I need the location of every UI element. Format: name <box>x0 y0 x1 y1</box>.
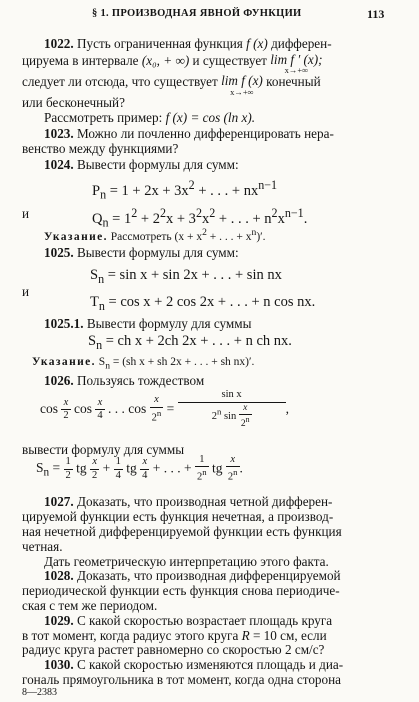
formula-Pn: $P_n = 1 + 2x + 3x^2$ + . . . + $nx^{n-1}$ <box>92 178 278 202</box>
problem-number: 1027. <box>44 494 74 510</box>
problem-1027-line3: ная нечетной дифференцируемой функции есть функция <box>22 524 342 540</box>
problem-number: 1028. <box>44 568 74 584</box>
conjunction: и <box>22 205 30 221</box>
problem-number: 1030. <box>44 657 74 673</box>
problem-1027-line5: Дать геометрическую интерпретацию этого факта. <box>44 553 329 569</box>
problem-number: 1025. <box>44 244 74 260</box>
identity-formula: cos $\frac{x}{2}$ cos $\frac{x}{4}$ . . . cos $\frac{x}{2^n}$ = sin x 2$^n$ sin $\frac{x}{2^n}$ , <box>40 388 289 430</box>
problem-1022-line1: 1022. Пусть ограниченная функция f (x) дифферен- <box>44 36 332 52</box>
formula-Sn-ch: $S_n$ = ch x + 2ch 2x + . . . + n ch nx. <box>88 333 292 353</box>
hint-1025-1: Указание. $S_n = (sh$ x + sh 2x + . . . + sh nx)′. <box>32 355 255 371</box>
problem-1027-line2: цируемой функции есть функция нечетная, а производ- <box>22 509 334 525</box>
formula-Tn-cos: $T_n = \cos x + 2$ cos 2x + . . . + n cos nx. <box>90 293 316 313</box>
problem-1023-line1: 1023. Можно ли почленно дифференцировать нера- <box>44 126 334 142</box>
problem-1022-line5: Рассмотреть пример: f (x) = cos (ln x). <box>44 110 256 126</box>
problem-1026-line2: вывести формулу для суммы <box>22 441 185 457</box>
problem-1028-line1: 1028. Доказать, что производная дифференцируемой <box>44 568 341 584</box>
limit-expression: lim f ′ (x); x→+∞ <box>270 52 323 76</box>
problem-1029-line3: радиус круга растет равномерно со скоростью 2 см/с? <box>22 642 325 658</box>
problem-1022-line4: или бесконечный? <box>22 94 125 110</box>
formula-Sn-sin: $S_n = \sin x + \sin 2x$ + . . . + sin nx <box>90 266 282 286</box>
conjunction: и <box>22 284 30 300</box>
problem-1028-line2: периодической функции есть функция снова периодиче- <box>22 583 340 599</box>
problem-1030-line2: гональ прямоугольника в тот момент, когда одна сторона <box>22 672 342 688</box>
page-number: 113 <box>367 7 385 21</box>
problem-number: 1029. <box>44 612 74 628</box>
sum-formula: $S_n$ = $\frac{1}{2}$ tg $\frac{x}{2}$ + $\frac{1}{4}$ tg $\frac{x}{4}$ + . . . + $\frac{1}{2^n}$ tg $\frac{x}{2^n}$ . <box>36 453 243 483</box>
problem-number: 1024. <box>44 156 74 172</box>
problem-1022-line3: следует ли отсюда, что существует lim f (x) x→+∞ конечный <box>22 73 321 97</box>
printer-signature: 8—2383 <box>22 686 57 698</box>
problem-number: 1026. <box>44 373 74 389</box>
problem-1030-line1: 1030. С какой скоростью изменяются площадь и диа- <box>44 657 344 673</box>
problem-1027-line1: 1027. Доказать, что производная четной дифферен- <box>44 494 333 510</box>
limit-expression: lim f (x) x→+∞ <box>221 73 263 97</box>
problem-1025-line1: 1025. Вывести формулы для сумм: <box>44 244 239 260</box>
problem-number: 1022. <box>44 36 74 52</box>
problem-1026-line1: 1026. Пользуясь тождеством <box>44 373 205 389</box>
problem-1023-line2: венство между функциями? <box>22 141 179 157</box>
formula-Qn: $Q_n = 1^2 + 2^2x + 3^2x^2$ + . . . + $n^2x^{n-1}$. <box>92 205 308 230</box>
problem-1025-1-line1: 1025.1. Вывести формулу для суммы <box>44 315 252 331</box>
running-header: § 1. ПРОИЗВОДНАЯ ЯВНОЙ ФУНКЦИИ <box>92 8 302 19</box>
problem-1028-line3: ская с тем же периодом. <box>22 598 158 614</box>
problem-number: 1023. <box>44 126 74 142</box>
hint-1024: Указание. Рассмотреть ($x + x^2$ + . . . + $x^n)'$. <box>44 227 266 243</box>
problem-1027-line4: четная. <box>22 538 63 554</box>
problem-1024-line1: 1024. Вывести формулы для сумм: <box>44 156 239 172</box>
problem-1029-line2: в тот момент, когда радиус этого круга R = 10 см, если <box>22 627 327 643</box>
problem-number: 1025.1. <box>44 315 84 331</box>
problem-1029-line1: 1029. С какой скоростью возрастает площадь круга <box>44 612 333 628</box>
problem-1022-line2: цируема в интервале (x₀, + ∞) и существует lim f ′ (x); x→+∞ <box>22 52 323 76</box>
